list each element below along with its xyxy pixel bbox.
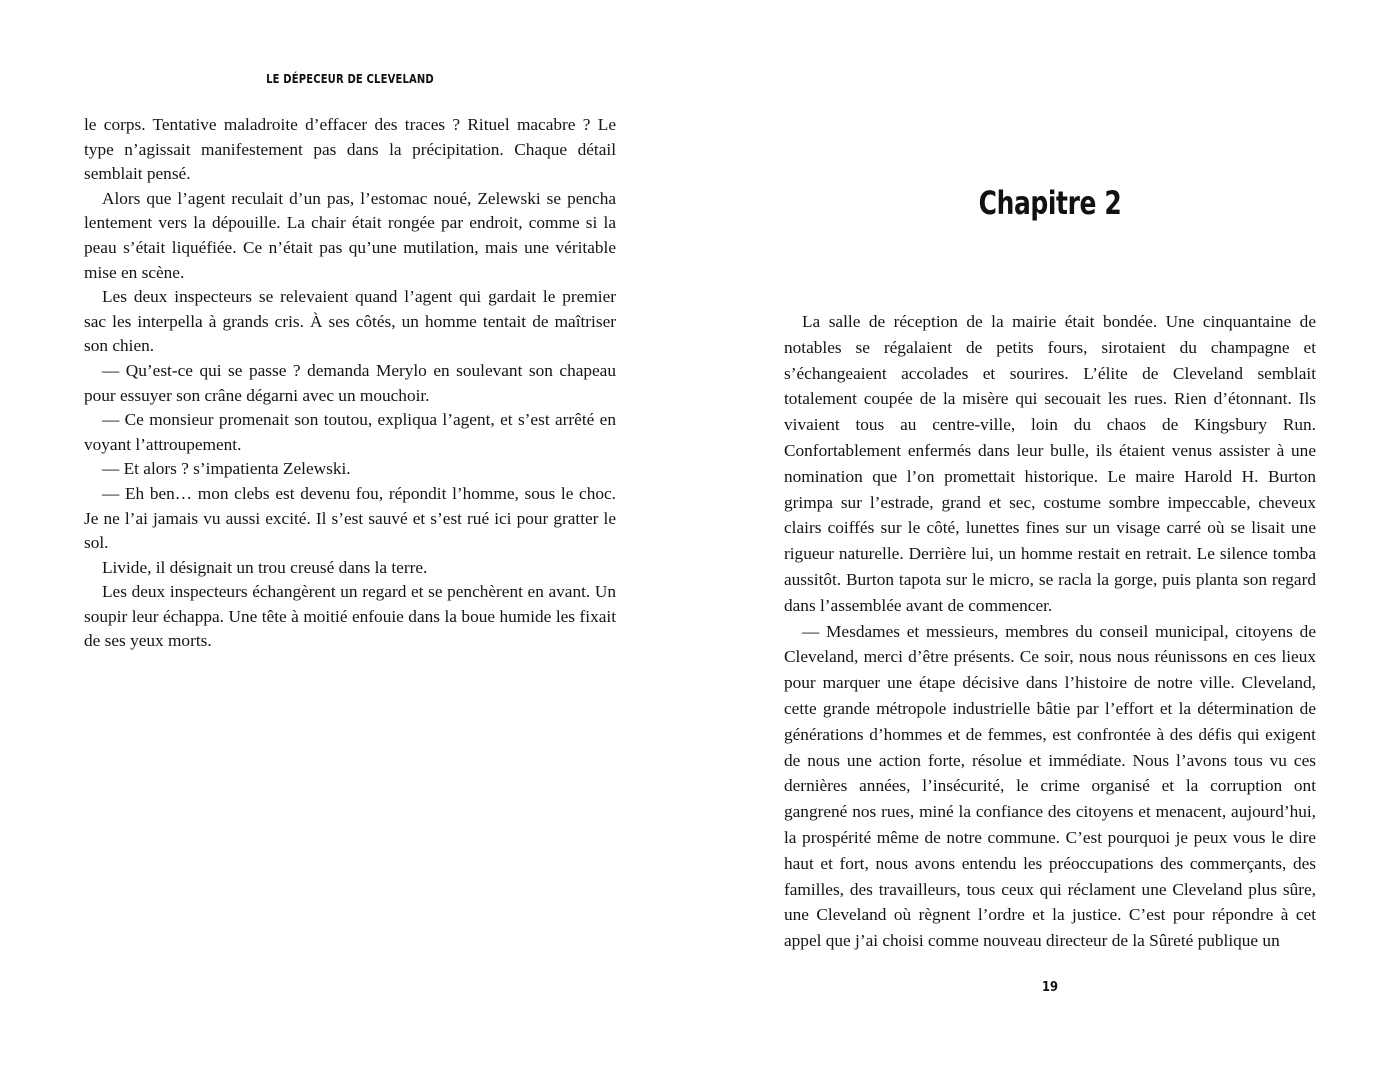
paragraph: Les deux inspecteurs échangèrent un regard et se penchèrent en avant. Un soupir leur échappa. Une tête à moitié enfouie dans la boue humide les fixait de ses yeux morts. bbox=[84, 582, 616, 651]
left-page-body bbox=[84, 113, 616, 654]
page-number: 19 bbox=[1042, 979, 1058, 995]
paragraph: — Mesdames et messieurs, membres du conseil municipal, citoyens de Cleveland, merci d’être présents. Ce soir, nous nous réunissons en ces lieux pour marquer une étape décisive dans l’histoire de notre ville. Cleveland, cette grande métropole industrielle bâtie par l’effort et la détermination de générations d’hommes et de femmes, est confrontée à des défis qui exigent de nous une action forte, résolue et immédiate. Nous l’avons tous vu ces dernières années, l’insécurité, le crime organisé et la corruption ont gangrené nos rues, miné la confiance des citoyens et menacent, aujourd’hui, la prospérité même de notre commune. C’est pourquoi je peux vous le dire haut et fort, nous avons entendu les préoccupations des commerçants, des familles, des travailleurs, tous ceux qui réclament une Cleveland plus sûre, une Cleveland où règnent l’ordre et la justice. C’est pour répondre à cet appel que j’ai choisi comme nouveau directeur de la Sûreté publique un bbox=[784, 621, 1316, 951]
chapter-title: Chapitre 2 bbox=[978, 184, 1122, 222]
paragraph: le corps. Tentative maladroite d’effacer des traces ? Rituel macabre ? Le type n’agissait manifestement pas dans la précipitation. Chaque détail semblait pensé. bbox=[84, 115, 616, 184]
right-page-body bbox=[784, 309, 1316, 954]
paragraph: Les deux inspecteurs se relevaient quand l’agent qui gardait le premier sac les interpella à grands cris. À ses côtés, un homme tentait de maîtriser son chien. bbox=[84, 287, 616, 356]
paragraph: La salle de réception de la mairie était bondée. Une cinquantaine de notables se régalaient de petits fours, sirotaient du champagne et s’échangeaient accolades et sourires. L’élite de Cleveland semblait totalement coupée de la misère qui secouait les rues. Rien d’étonnant. Ils vivaient tous au centre-ville, loin du chaos de Kingsbury Run. Confortablement enfermés dans leur bulle, ils étaient venus assister à une nomination que l’on promettait historique. Le maire Harold H. Burton grimpa sur l’estrade, grand et sec, costume sombre impeccable, cheveux clairs coiffés sur le côté, lunettes fines sur un visage carré où se lisait une rigueur naturelle. Derrière lui, un homme restait en retrait. Le silence tomba aussitôt. Burton tapota sur le micro, se racla la gorge, puis planta son regard dans l’assemblée avant de commencer. bbox=[784, 312, 1316, 615]
paragraph: — Eh ben… mon clebs est devenu fou, répondit l’homme, sous le choc. Je ne l’ai jamais vu aussi excité. Il s’est sauvé et s’est rué ici pour gratter le sol. bbox=[84, 483, 616, 553]
paragraph: Livide, il désignait un trou creusé dans la terre. bbox=[102, 557, 428, 577]
paragraph: — Ce monsieur promenait son toutou, expliqua l’agent, et s’est arrêté en voyant l’attroupement. bbox=[84, 410, 616, 454]
paragraph: — Qu’est-ce qui se passe ? demanda Merylo en soulevant son chapeau pour essuyer son crâne dégarni avec un mouchoir. bbox=[84, 360, 616, 405]
paragraph: Alors que l’agent reculait d’un pas, l’estomac noué, Zelewski se pencha lentement vers la dépouille. La chair était rongée par endroit, comme si la peau s’était liquéfiée. Ce n’était pas qu’une mutilation, mais une véritable mise en scène. bbox=[84, 188, 616, 282]
running-head: LE DÉPECEUR DE CLEVELAND bbox=[266, 71, 434, 86]
paragraph: — Et alors ? s’impatienta Zelewski. bbox=[102, 459, 351, 479]
